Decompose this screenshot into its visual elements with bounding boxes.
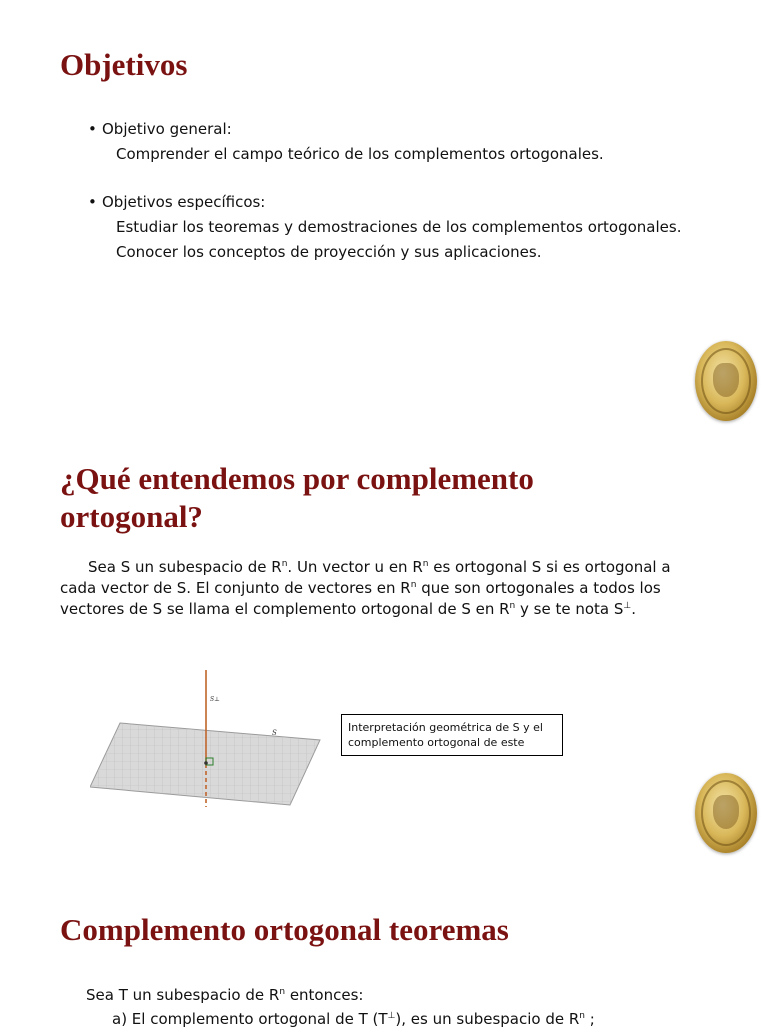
slide2-title-line2: ortogonal? [60,499,203,534]
specific-objective-item: Estudiar los teoremas y demostraciones de los complementos ortogonales. [116,218,682,236]
figure-caption-box [341,714,563,756]
university-seal-icon [695,341,757,421]
theorem-item-text: ; [585,1010,595,1028]
university-seal-icon [695,773,757,853]
superscript-perp: ⊥ [623,601,632,611]
theorem-intro-text: Sea T un subespacio de R [86,986,280,1004]
origin-point [204,761,208,765]
superscript-n: n [579,1011,586,1021]
theorem-item-text: a) El complemento ortogonal de T (T [112,1010,388,1028]
figure-caption-line1: Interpretación geométrica de S y el [348,721,543,734]
definition-text: Sea S un subespacio de R [88,558,282,576]
superscript-n: n [410,580,417,590]
superscript-n: n [281,559,288,569]
theorem-item-a [112,1010,595,1028]
figure-caption-line2: complemento ortogonal de este [348,736,525,749]
superscript-n: n [509,601,516,611]
label-s: S [272,729,277,737]
definition-text: y se te nota S [515,600,624,618]
definition-text: es ortogonal S si es ortogonal a cada vector de S. El conjunto de vectores en R [60,558,671,597]
label-s-perp: S⊥ [210,696,220,703]
superscript-n: n [279,987,286,997]
general-objective-label: • Objetivo general: [102,120,232,138]
definition-text: . [631,600,637,618]
general-objective-text: Comprender el campo teórico de los complementos ortogonales. [116,145,604,163]
theorem-item-text: ), es un subespacio de R [395,1010,580,1028]
definition-paragraph [60,557,710,620]
specific-objective-item: Conocer los conceptos de proyección y sus aplicaciones. [116,243,542,261]
slide2-title-line1: ¿Qué entendemos por complemento [60,461,534,496]
definition-text: . Un vector u en R [287,558,423,576]
specific-objectives-label: • Objetivos específicos: [102,193,265,211]
theorem-intro-text: entonces: [285,986,364,1004]
superscript-n: n [422,559,429,569]
superscript-perp: ⊥ [387,1011,396,1021]
theorem-intro [86,986,363,1004]
orthogonal-complement-figure [90,665,330,810]
slide2-title [60,460,534,536]
definition-text: que son ortogonales a todos los vectores de S se llama el complemento ortogonal de S en R [60,579,661,618]
slide3-title: Complemento ortogonal teoremas [60,912,509,947]
slide1-title: Objetivos [60,47,188,82]
